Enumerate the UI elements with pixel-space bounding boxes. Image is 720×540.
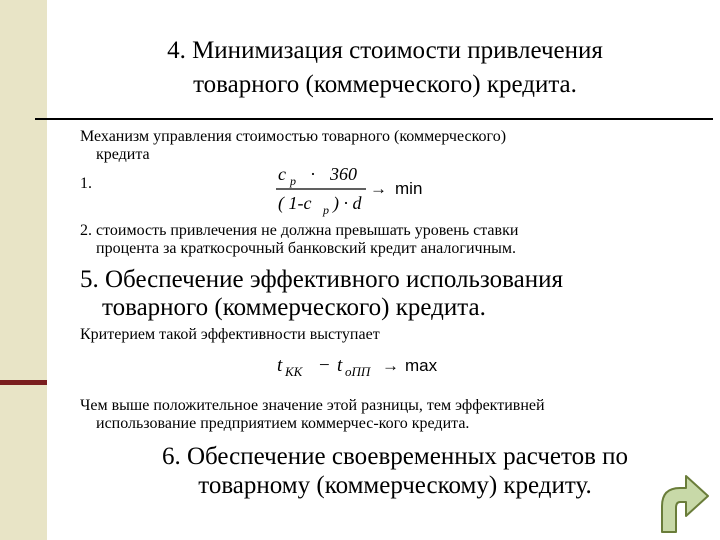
section6-line1: 6. Обеспечение своевременных расчетов по	[161, 443, 629, 470]
mechanism-text	[80, 128, 506, 164]
section6-heading	[95, 442, 695, 500]
efficiency-formula	[275, 353, 465, 383]
mechanism-line2: кредита	[96, 146, 150, 163]
item2-line2: процента за краткосрочный банковский кредит аналогичным.	[96, 240, 517, 257]
title-divider	[35, 118, 713, 120]
slide-title	[60, 34, 710, 102]
conclusion-line1: Чем выше положительное значение этой разницы, тем эффективней	[80, 397, 545, 414]
conclusion-text	[80, 397, 545, 433]
nav-arrow-shape	[662, 476, 708, 532]
formula1-arrow: →	[370, 179, 387, 198]
cost-formula	[268, 160, 443, 220]
formula1-num-var: c	[278, 164, 286, 184]
formula2-arrow: →	[382, 356, 399, 375]
formula1-den-close: ) · d	[333, 193, 362, 213]
conclusion-line2: использование предприятием коммерчес-кого кредита.	[96, 415, 470, 432]
left-decor-accent-line	[0, 380, 47, 385]
formula1-den-sub: p	[323, 203, 329, 217]
item1-label: 1.	[80, 175, 92, 192]
criterion-text: Критерием такой эффективности выступает	[80, 326, 380, 343]
formula2-sub2: оПП	[345, 364, 371, 379]
section5-heading	[80, 266, 563, 322]
slide-title-line1: 4. Минимизация стоимости привлечения	[167, 37, 603, 64]
section6-line2: товарному (коммерческому) кредиту.	[198, 472, 592, 499]
left-decor-band	[0, 0, 47, 540]
formula1-num-sub: p	[290, 174, 296, 188]
formula2-t1: t	[277, 355, 283, 376]
formula1-den-open: ( 1-c	[278, 193, 312, 213]
formula2-target: max	[405, 356, 438, 375]
formula2-sub1: КК	[285, 364, 303, 379]
formula1-target: min	[395, 179, 423, 198]
item2-line1: 2. стоимость привлечения не должна превышать уровень ставки	[80, 222, 519, 239]
mechanism-line1: Механизм управления стоимостью товарного (коммерческого)	[80, 128, 507, 145]
item2-text	[80, 222, 518, 258]
slide-title-line2: товарного (коммерческого) кредита.	[193, 71, 577, 98]
section5-line1: 5. Обеспечение эффективного использования	[80, 266, 563, 293]
formula1-num-dot: ·	[310, 164, 316, 184]
section5-line2: товарного (коммерческого) кредита.	[102, 294, 486, 321]
formula1-num-const: 360	[330, 164, 357, 184]
curved-return-arrow-icon[interactable]	[650, 470, 716, 536]
formula2-minus: −	[319, 355, 330, 376]
formula2-t2: t	[337, 355, 343, 376]
